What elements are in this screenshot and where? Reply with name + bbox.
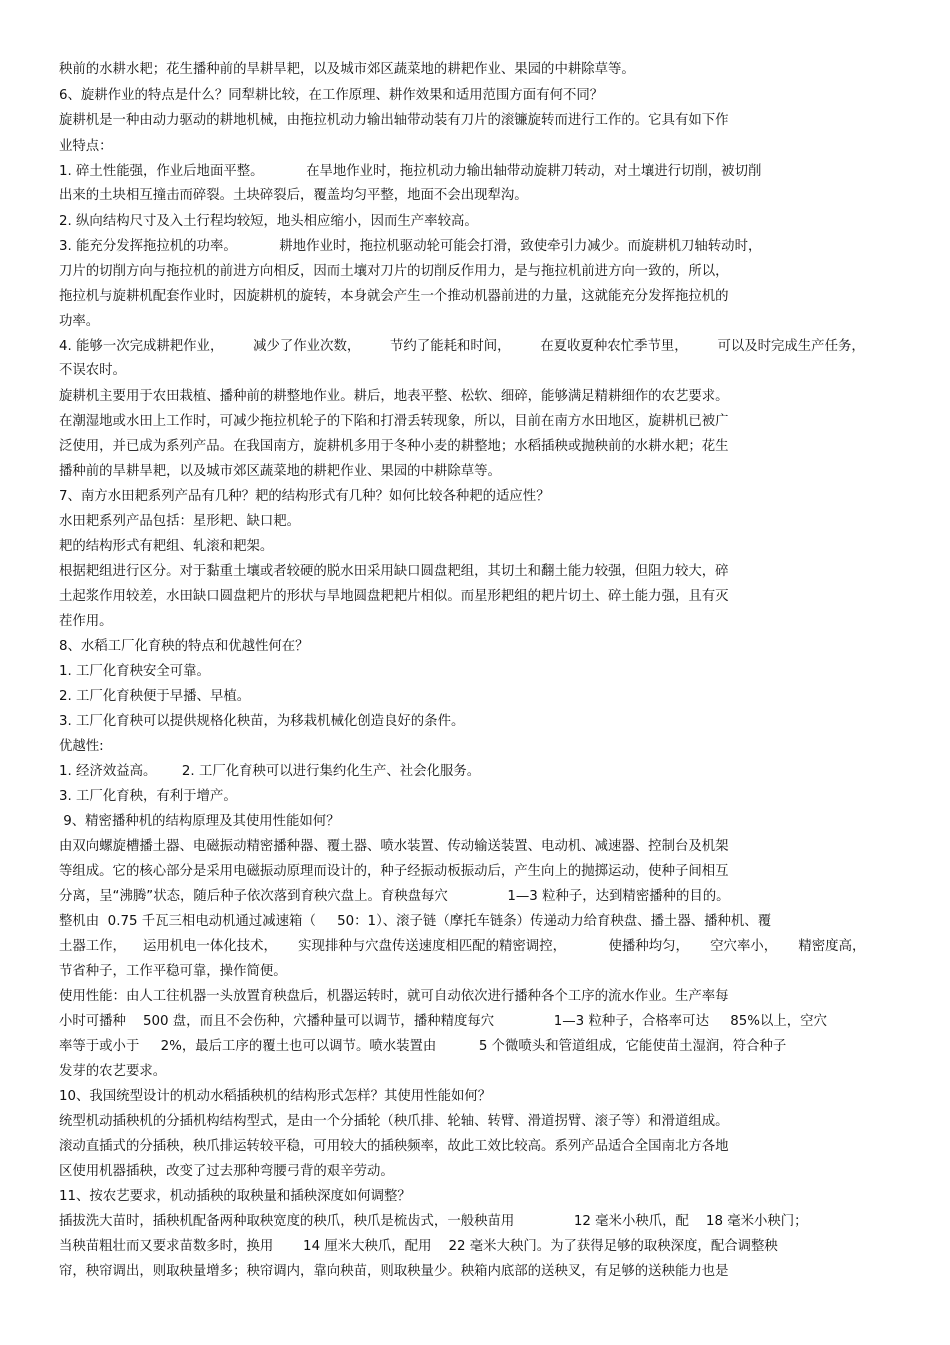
text-line: 业特点： <box>59 139 113 154</box>
text-line: 整机由 0.75 千瓦三相电动机通过减速箱（ 50：1）、滚子链（摩托车链条）传递动力给育秧盘、播土器、播种机、覆 <box>59 914 772 929</box>
text-line: 泛使用，并已成为系列产品。在我国南方，旋耕机多用于冬种小麦的耕整地；水稻插秧或抛秧前的水耕水耙；花生 <box>59 439 729 454</box>
question-heading: 10、我国统型设计的机动水稻插秧机的结构形式怎样？其使用性能如何？ <box>59 1089 492 1104</box>
text-line: 3. 工厂化育秧，有利于增产。 <box>59 789 237 804</box>
text-line: 帘，秧帘调出，则取秧量增多；秧帘调内，靠向秧苗，则取秧量少。秧箱内底部的送秧叉，有足够的送秧能力也是 <box>59 1264 729 1279</box>
text-line: 1. 经济效益高。 2. 工厂化育秧可以进行集约化生产、社会化服务。 <box>59 764 481 779</box>
text-line: 2. 工厂化育秧便于早播、早植。 <box>59 689 251 704</box>
text-line: 4. 能够一次完成耕耙作业， 减少了作业次数， 节约了能耗和时间， 在夏收夏种农忙季节里， 可以及时完成生产任务， <box>59 339 865 354</box>
text-line: 茬作用。 <box>59 614 113 629</box>
question-heading: 9、精密播种机的结构原理及其使用性能如何？ <box>59 814 340 829</box>
question-heading: 11、按农艺要求，机动插秧的取秧量和插秧深度如何调整？ <box>59 1189 411 1204</box>
text-line: 刀片的切削方向与拖拉机的前进方向相反，因而土壤对刀片的切削反作用力，是与拖拉机前进方向一致的，所以， <box>59 264 729 279</box>
text-line: 率等于或小于 2%，最后工序的覆土也可以调节。喷水装置由 5 个微喷头和管道组成，它能使苗土湿润，符合种子 <box>59 1039 787 1054</box>
text-line: 当秧苗粗壮而又要求苗数多时，换用 14 厘米大秧爪，配用 22 毫米大秧门。为了获得足够的取秧深度，配合调整秧 <box>59 1239 778 1254</box>
text-line: 节省种子，工作平稳可靠，操作简便。 <box>59 964 287 979</box>
text-line: 功率。 <box>59 314 100 329</box>
text-line: 优越性: <box>59 739 104 754</box>
text-line: 滚动直插式的分插秧，秧爪排运转较平稳，可用较大的插秧频率，故此工效比较高。系列产品适合全国南北方各地 <box>59 1139 729 1154</box>
text-line: 土起浆作用较差，水田缺口圆盘耙片的形状与旱地圆盘耙耙片相似。而星形耙组的耙片切土、碎土能力强，且有灭 <box>59 589 729 604</box>
question-heading: 6、旋耕作业的特点是什么？同犁耕比较，在工作原理、耕作效果和适用范围方面有何不同？ <box>59 88 604 103</box>
text-line: 耙的结构形式有耙组、轧滚和耙架。 <box>59 539 274 554</box>
text-line: 播种前的旱耕旱耙，以及城市郊区蔬菜地的耕耙作业、果园的中耕除草等。 <box>59 464 501 479</box>
text-line: 由双向螺旋槽播土器、电磁振动精密播种器、覆土器、喷水装置、传动输送装置、电动机、减速器、控制台及机架 <box>59 839 729 854</box>
text-line: 土器工作， 运用机电一体化技术， 实现排种与穴盘传送速度相匹配的精密调控， 使播种均匀， 空穴率小， 精密度高， <box>59 939 866 954</box>
text-line: 使用性能：由人工往机器一头放置育秧盘后，机器运转时，就可自动依次进行播种各个工序的流水作业。生产率每 <box>59 989 729 1004</box>
text-line: 拖拉机与旋耕机配套作业时，因旋耕机的旋转，本身就会产生一个推动机器前进的力量，这就能充分发挥拖拉机的 <box>59 289 729 304</box>
text-line: 2. 纵向结构尺寸及入土行程均较短，地头相应缩小，因而生产率较高。 <box>59 214 478 229</box>
text-line: 根据耙组进行区分。对于黏重土壤或者较硬的脱水田采用缺口圆盘耙组，其切土和翻土能力较强，但阻力较大，碎 <box>59 564 729 579</box>
text-line: 旋耕机是一种由动力驱动的耕地机械，由拖拉机动力输出轴带动装有刀片的滚镰旋转而进行工作的。它具有如下作 <box>59 113 729 128</box>
text-line: 1. 工厂化育秧安全可靠。 <box>59 664 210 679</box>
question-heading: 7、南方水田耙系列产品有几种？耙的结构形式有几种？如何比较各种耙的适应性？ <box>59 489 550 504</box>
text-line: 水田耙系列产品包括：星形耙、缺口耙。 <box>59 514 301 529</box>
text-line: 区使用机器插秧，改变了过去那种弯腰弓背的艰辛劳动。 <box>59 1164 394 1179</box>
text-line: 出来的土块相互撞击而碎裂。土块碎裂后，覆盖均匀平整，地面不会出现犁沟。 <box>59 188 528 203</box>
text-line: 等组成。它的核心部分是采用电磁振动原理而设计的，种子经振动板振动后，产生向上的抛掷运动，使种子间相互 <box>59 864 729 879</box>
text-line: 不误农时。 <box>59 363 126 378</box>
text-line: 1. 碎土性能强，作业后地面平整。 在旱地作业时，拖拉机动力输出轴带动旋耕刀转动，对土壤进行切削，被切削 <box>59 164 762 179</box>
text-line: 插拔洗大苗时，插秧机配备两种取秧宽度的秧爪，秧爪是梳齿式，一般秧苗用 12 毫米小秧爪，配 18 毫米小秧门； <box>59 1214 808 1229</box>
text-line: 在潮湿地或水田上工作时，可减少拖拉机轮子的下陷和打滑丢转现象，所以，目前在南方水田地区，旋耕机已被广 <box>59 414 729 429</box>
text-line: 发芽的农艺要求。 <box>59 1064 167 1079</box>
text-line: 秧前的水耕水耙；花生播种前的旱耕旱耙，以及城市郊区蔬菜地的耕耙作业、果园的中耕除草等。 <box>59 62 635 77</box>
text-line: 旋耕机主要用于农田栽植、播种前的耕整地作业。耕后，地表平整、松软、细碎，能够满足精耕细作的农艺要求。 <box>59 389 729 404</box>
text-line: 统型机动插秧机的分插机构结构型式，是由一个分插轮（秧爪排、轮轴、转臂、滑道拐臂、滚子等）和滑道组成。 <box>59 1114 729 1129</box>
text-line: 小时可播种 500 盘，而且不会伤种，穴播种量可以调节，播种精度每穴 1—3 粒种子，合格率可达 85%以上，空穴 <box>59 1014 827 1029</box>
text-line: 3. 工厂化育秧可以提供规格化秧苗，为移栽机械化创造良好的条件。 <box>59 714 465 729</box>
question-heading: 8、水稻工厂化育秧的特点和优越性何在？ <box>59 639 309 654</box>
text-line: 3. 能充分发挥拖拉机的功率。 耕地作业时，拖拉机驱动轮可能会打滑，致使牵引力减少。而旋耕机刀轴转动时， <box>59 239 762 254</box>
text-line: 分离，呈“沸腾”状态，随后种子依次落到育秧穴盘上。育秧盘每穴 1—3 粒种子，达到精密播种的目的。 <box>59 889 730 904</box>
